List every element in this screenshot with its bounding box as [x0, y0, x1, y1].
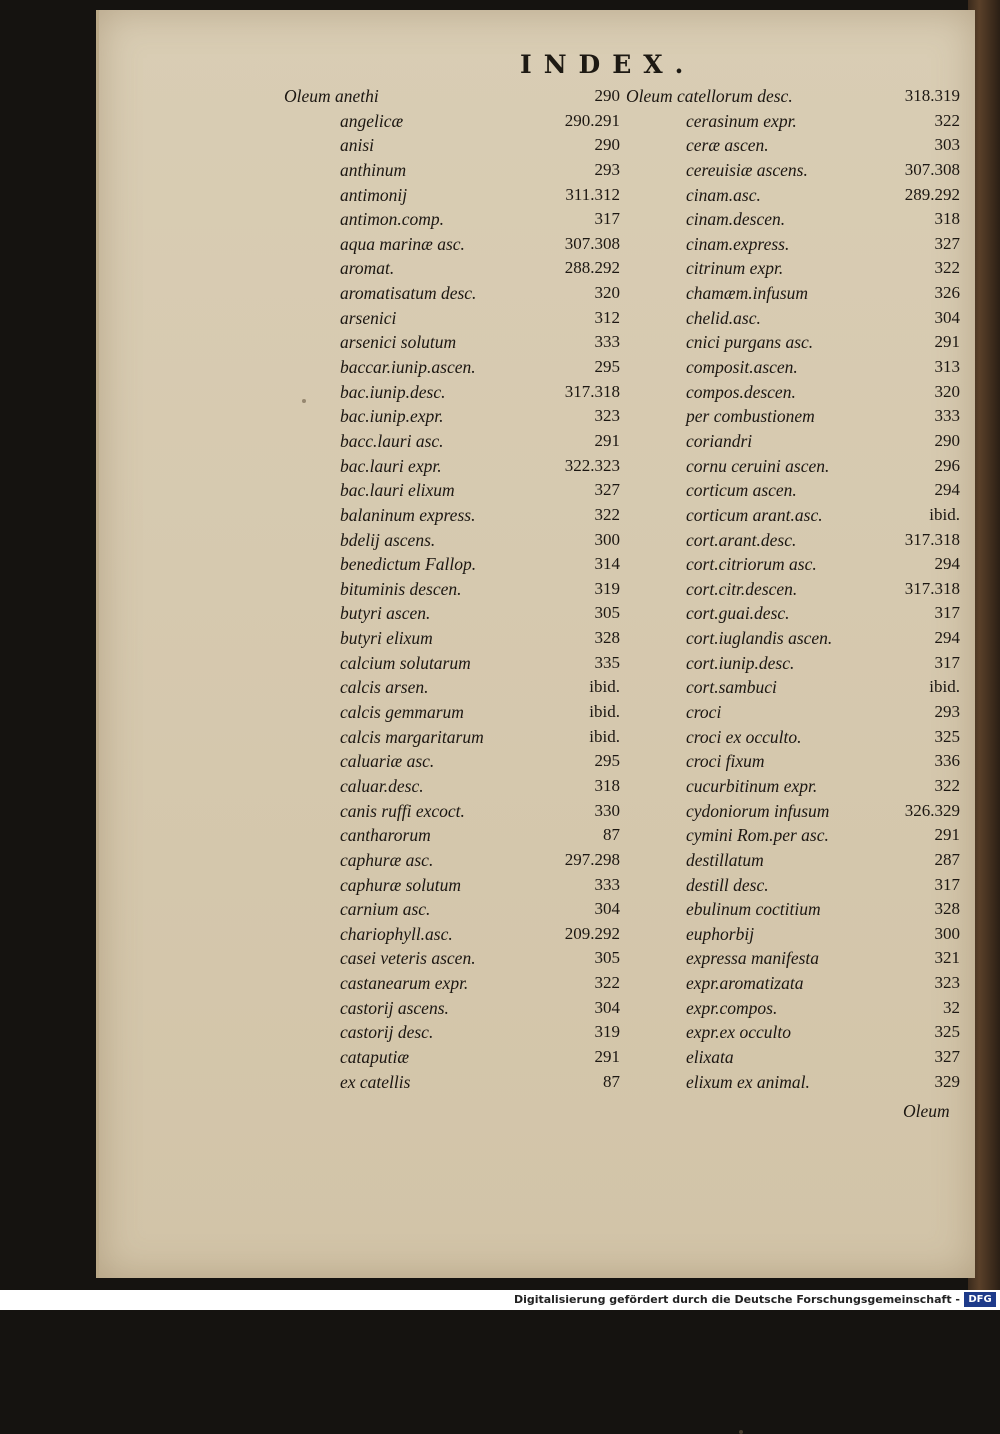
entry-page-ref: 304	[934, 307, 960, 327]
index-entry	[0, 1022, 960, 1047]
entry-term: caphuræ asc.	[340, 849, 434, 870]
entry-term: aqua marinæ asc.	[340, 233, 465, 254]
index-entry	[0, 1047, 960, 1072]
entry-page-ref: 300	[594, 529, 620, 549]
entry-page-ref: 305	[594, 603, 620, 623]
entry-page-ref: 304	[594, 997, 620, 1017]
entry-page-ref: 333	[934, 406, 960, 426]
index-entry	[0, 135, 960, 160]
entry-term: corticum arant.asc.	[686, 504, 823, 525]
entry-term: caluariæ asc.	[340, 751, 435, 772]
entry-term: destill desc.	[686, 874, 769, 895]
index-entry	[0, 530, 960, 555]
entry-page-ref: ibid.	[929, 677, 960, 697]
index-entry	[0, 554, 960, 579]
entry-page-ref: 326	[934, 283, 960, 303]
entry-term: ceræ ascen.	[686, 135, 769, 156]
entry-page-ref: ibid.	[589, 702, 620, 722]
entry-term: expressa manifesta	[686, 948, 820, 969]
entry-term: cort.iunip.desc.	[686, 652, 795, 673]
entry-page-ref: 320	[594, 283, 620, 303]
entry-page-ref: 322	[934, 258, 960, 278]
entry-page-ref: 326.329	[904, 800, 960, 820]
entry-page-ref: 325	[934, 726, 960, 746]
index-entry	[0, 973, 960, 998]
entry-page-ref: 322.323	[564, 455, 620, 475]
entry-page-ref: 322	[594, 973, 620, 993]
dfg-logo: DFG	[964, 1292, 996, 1307]
entry-term: castorij ascens.	[340, 997, 449, 1018]
entry-term: baccar.iunip.ascen.	[340, 357, 476, 378]
entry-page-ref: 307.308	[904, 159, 960, 179]
entry-page-ref: 287	[934, 849, 960, 869]
entry-page-ref: 317	[934, 652, 960, 672]
entry-page-ref: 328	[934, 899, 960, 919]
index-entry	[0, 406, 960, 431]
entry-page-ref: 319	[594, 578, 620, 598]
entry-page-ref: 317	[934, 603, 960, 623]
entry-page-ref: 312	[594, 307, 620, 327]
index-entry	[0, 850, 960, 875]
index-entry	[0, 727, 960, 752]
entry-term: cort.citriorum asc.	[686, 554, 817, 575]
entry-page-ref: 300	[934, 923, 960, 943]
entry-page-ref: 323	[934, 973, 960, 993]
entry-page-ref: 304	[594, 899, 620, 919]
entry-term: cydoniorum infusum	[686, 800, 830, 821]
entry-page-ref: 295	[594, 357, 620, 377]
index-entry	[0, 283, 960, 308]
index-entry	[0, 480, 960, 505]
entry-page-ref: 290	[594, 135, 620, 155]
entry-page-ref: 313	[934, 357, 960, 377]
index-entry	[0, 579, 960, 604]
entry-term: cymini Rom.per asc.	[686, 825, 829, 846]
entry-page-ref: 320	[934, 381, 960, 401]
index-entry	[0, 86, 960, 111]
entry-term: composit.ascen.	[686, 357, 798, 378]
index-entry	[0, 875, 960, 900]
entry-term: cereuisiæ ascens.	[686, 159, 808, 180]
entry-term: aromatisatum desc.	[340, 283, 477, 304]
entry-page-ref: 318	[594, 775, 620, 795]
index-entry	[0, 998, 960, 1023]
entry-term: caluar.desc.	[340, 775, 424, 796]
entry-term: cataputiæ	[340, 1046, 410, 1067]
entry-term: coriandri	[686, 430, 753, 451]
entry-term: ebulinum coctitium	[686, 899, 821, 920]
entry-term: bacc.lauri asc.	[340, 430, 444, 451]
index-entry	[0, 332, 960, 357]
entry-page-ref: 290	[594, 86, 620, 105]
entry-page-ref: 296	[934, 455, 960, 475]
index-entry	[0, 1072, 960, 1097]
entry-term: bac.iunip.desc.	[340, 381, 446, 402]
entry-page-ref: 293	[934, 702, 960, 722]
entry-term: compos.descen.	[686, 381, 796, 402]
index-entry	[0, 899, 960, 924]
index-entry	[0, 209, 960, 234]
catchword: Oleum	[903, 1101, 950, 1121]
footer-credit: Digitalisierung gefördert durch die Deutsche Forschungsgemeinschaft -	[513, 1293, 960, 1306]
entry-term: benedictum Fallop.	[340, 554, 477, 575]
entry-term: calcis gemmarum	[340, 702, 464, 723]
entry-page-ref: 209.292	[564, 923, 620, 943]
index-entry	[0, 357, 960, 382]
index-entry	[0, 702, 960, 727]
entry-page-ref: 333	[594, 874, 620, 894]
entry-page-ref: 325	[934, 1022, 960, 1042]
entry-page-ref: 318.319	[904, 86, 960, 105]
entry-page-ref: 327	[934, 233, 960, 253]
entry-page-ref: 328	[594, 628, 620, 648]
entry-page-ref: 319	[594, 1022, 620, 1042]
entry-term: croci	[686, 702, 722, 723]
entry-page-ref: 311.312	[565, 184, 620, 204]
entry-term: elixum ex animal.	[686, 1071, 810, 1092]
entry-page-ref: 307.308	[564, 233, 620, 253]
entry-term: croci ex occulto.	[686, 726, 802, 747]
entry-term: balaninum express.	[340, 504, 476, 525]
entry-term: anisi	[340, 135, 375, 156]
digitization-footer	[0, 1290, 1000, 1310]
entry-term: aromat.	[340, 258, 395, 279]
entry-page-ref: 333	[594, 332, 620, 352]
entry-term: caphuræ solutum	[340, 874, 462, 895]
entry-term: cucurbitinum expr.	[686, 775, 818, 796]
index-entry	[0, 258, 960, 283]
entry-term: croci fixum	[686, 751, 765, 772]
index-column-right	[0, 86, 960, 1096]
entry-term: arsenici solutum	[340, 332, 457, 353]
entry-term: corticum ascen.	[686, 480, 797, 501]
entry-term: calcis margaritarum	[340, 726, 484, 747]
entry-term: destillatum	[686, 849, 764, 870]
entry-term: casei veteris ascen.	[340, 948, 476, 969]
entry-page-ref: 321	[934, 948, 960, 968]
entry-term: castanearum expr.	[340, 973, 469, 994]
entry-term: chelid.asc.	[686, 307, 761, 328]
entry-term: carnium asc.	[340, 899, 431, 920]
entry-page-ref: 291	[934, 825, 960, 845]
entry-page-ref: 314	[594, 554, 620, 574]
entry-term: cort.guai.desc.	[686, 603, 790, 624]
entry-page-ref: 330	[594, 800, 620, 820]
entry-page-ref: 317.318	[564, 381, 620, 401]
entry-page-ref: 327	[594, 480, 620, 500]
entry-page-ref: 291	[594, 430, 620, 450]
entry-term: chamæm.infusum	[686, 283, 809, 304]
entry-term: expr.compos.	[686, 997, 778, 1018]
index-entry	[0, 776, 960, 801]
entry-page-ref: 327	[934, 1046, 960, 1066]
entry-page-ref: 288.292	[564, 258, 620, 278]
entry-term: bdelij ascens.	[340, 529, 436, 550]
entry-page-ref: 322	[934, 110, 960, 130]
entry-term: cerasinum expr.	[686, 110, 797, 131]
entry-term: butyri elixum	[340, 628, 433, 649]
index-entry	[0, 431, 960, 456]
index-entry	[0, 185, 960, 210]
entry-term: Oleum catellorum desc.	[626, 86, 793, 106]
entry-term: calcis arsen.	[340, 677, 429, 698]
entry-term: antimon.comp.	[340, 209, 445, 230]
index-entry	[0, 603, 960, 628]
entry-page-ref: 291	[934, 332, 960, 352]
entry-term: euphorbij	[686, 923, 755, 944]
entry-term: antimonij	[340, 184, 408, 205]
entry-page-ref: 335	[594, 652, 620, 672]
entry-term: arsenici	[340, 307, 397, 328]
entry-page-ref: 322	[934, 775, 960, 795]
entry-page-ref: 294	[934, 554, 960, 574]
entry-page-ref: 336	[934, 751, 960, 771]
index-entry	[0, 628, 960, 653]
entry-page-ref: 317	[934, 874, 960, 894]
entry-term: bac.lauri expr.	[340, 455, 442, 476]
entry-page-ref: 317	[594, 209, 620, 229]
entry-term: expr.ex occulto	[686, 1022, 791, 1043]
entry-term: bac.lauri elixum	[340, 480, 455, 501]
entry-term: citrinum expr.	[686, 258, 784, 279]
entry-term: cort.sambuci	[686, 677, 777, 698]
entry-page-ref: 305	[594, 948, 620, 968]
index-entry	[0, 505, 960, 530]
entry-term: cinam.descen.	[686, 209, 786, 230]
page-header: INDEX.	[520, 50, 696, 79]
entry-page-ref: ibid.	[589, 726, 620, 746]
entry-term: ex catellis	[340, 1071, 411, 1092]
entry-term: chariophyll.asc.	[340, 923, 453, 944]
entry-term: canis ruffi excoct.	[340, 800, 465, 821]
entry-term: anthinum	[340, 159, 407, 180]
entry-page-ref: 297.298	[564, 849, 620, 869]
index-entry	[0, 825, 960, 850]
entry-page-ref: 317.318	[904, 578, 960, 598]
entry-page-ref: 87	[603, 1071, 620, 1091]
index-entry	[0, 751, 960, 776]
index-entry	[0, 677, 960, 702]
index-entry	[0, 308, 960, 333]
entry-term: cinam.asc.	[686, 184, 761, 205]
entry-page-ref: 294	[934, 628, 960, 648]
entry-term: elixata	[686, 1046, 734, 1067]
index-entry	[0, 653, 960, 678]
entry-page-ref: 323	[594, 406, 620, 426]
entry-page-ref: 317.318	[904, 529, 960, 549]
entry-page-ref: 329	[934, 1071, 960, 1091]
index-entry	[0, 801, 960, 826]
entry-page-ref: 291	[594, 1046, 620, 1066]
entry-term: cantharorum	[340, 825, 431, 846]
index-entry	[0, 111, 960, 136]
entry-term: cort.citr.descen.	[686, 578, 798, 599]
entry-term: Oleum anethi	[284, 86, 379, 106]
entry-page-ref: ibid.	[589, 677, 620, 697]
entry-page-ref: 87	[603, 825, 620, 845]
entry-term: castorij desc.	[340, 1022, 434, 1043]
index-entry	[0, 234, 960, 259]
index-entry	[0, 456, 960, 481]
entry-term: cornu ceruini ascen.	[686, 455, 830, 476]
entry-term: expr.aromatizata	[686, 973, 804, 994]
entry-term: cnici purgans asc.	[686, 332, 814, 353]
entry-page-ref: 290	[934, 430, 960, 450]
entry-page-ref: 32	[943, 997, 960, 1017]
index-entry	[0, 948, 960, 973]
entry-page-ref: 289.292	[904, 184, 960, 204]
entry-term: cort.arant.desc.	[686, 529, 797, 550]
entry-term: cinam.express.	[686, 233, 790, 254]
entry-page-ref: 295	[594, 751, 620, 771]
entry-page-ref: 318	[934, 209, 960, 229]
entry-page-ref: 294	[934, 480, 960, 500]
entry-term: butyri ascen.	[340, 603, 431, 624]
entry-term: bituminis descen.	[340, 578, 462, 599]
entry-term: bac.iunip.expr.	[340, 406, 444, 427]
entry-page-ref: 290.291	[564, 110, 620, 130]
index-entry	[0, 160, 960, 185]
paper-speck	[739, 1430, 743, 1434]
entry-page-ref: ibid.	[929, 504, 960, 524]
index-entry	[0, 382, 960, 407]
index-entry	[0, 924, 960, 949]
entry-page-ref: 293	[594, 159, 620, 179]
entry-page-ref: 303	[934, 135, 960, 155]
entry-term: per combustionem	[686, 406, 815, 427]
entry-term: cort.iuglandis ascen.	[686, 628, 833, 649]
entry-term: angelicæ	[340, 110, 404, 131]
entry-page-ref: 322	[594, 504, 620, 524]
entry-term: calcium solutarum	[340, 652, 471, 673]
